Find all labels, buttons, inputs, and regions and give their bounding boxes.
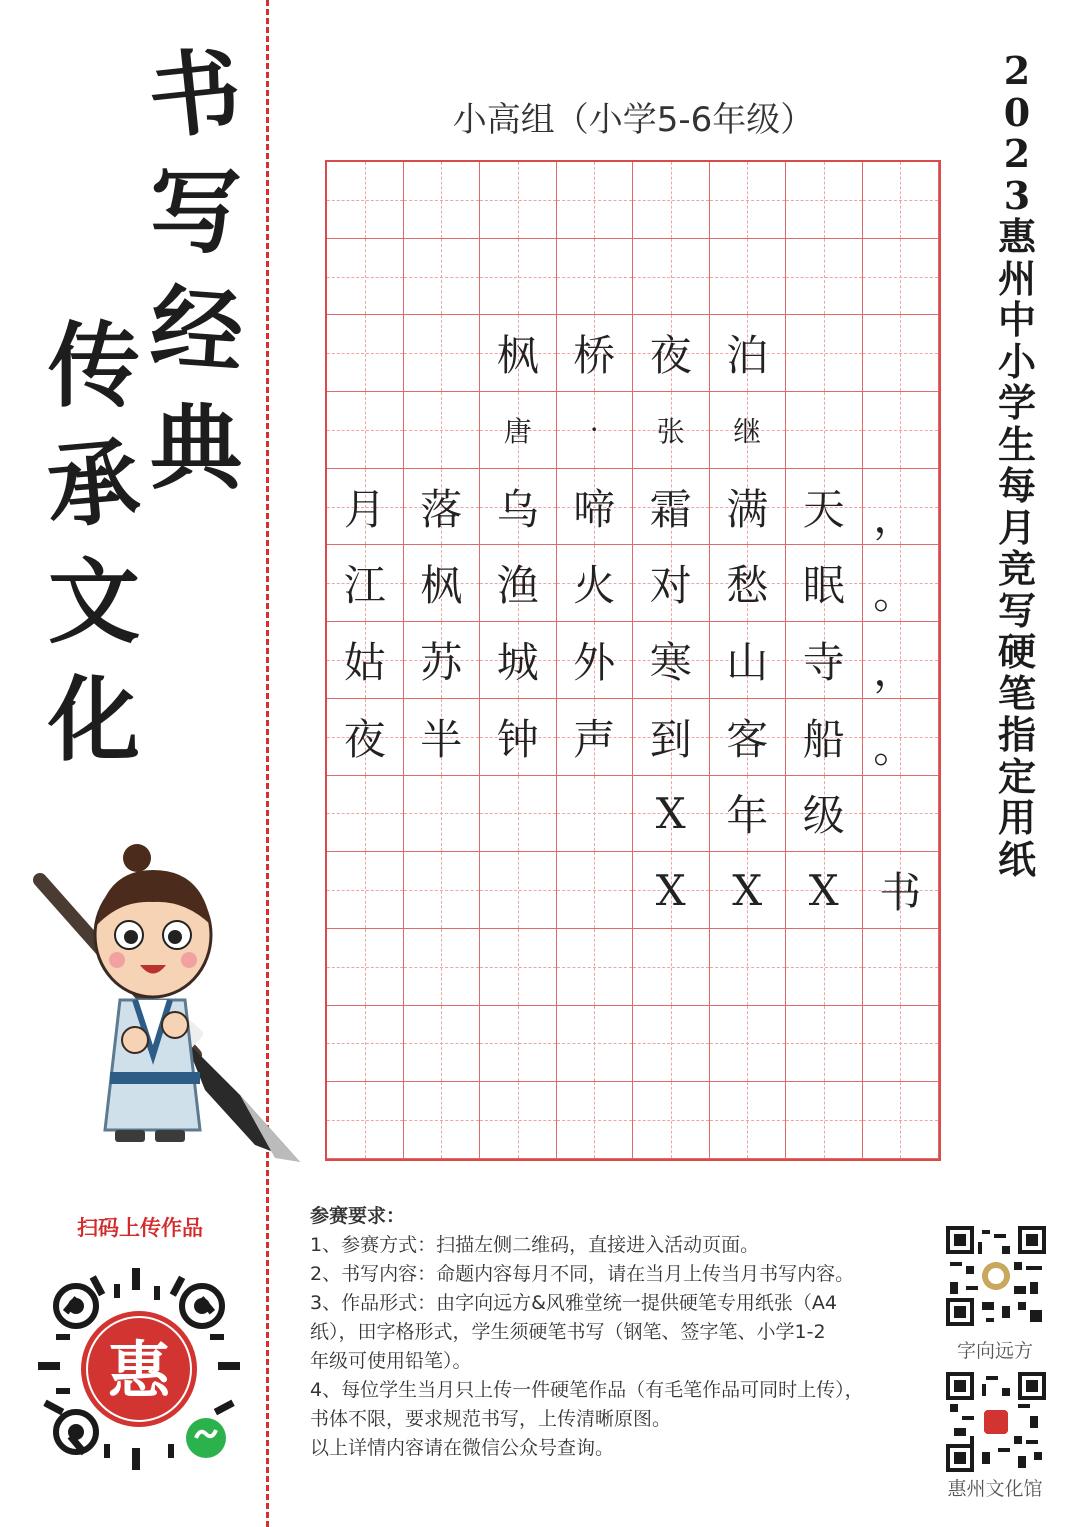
grid-cell <box>480 392 557 469</box>
grid-cell <box>557 392 634 469</box>
grid-cell <box>404 852 481 929</box>
grid-char: 唐 <box>503 414 532 448</box>
grid-cell <box>863 545 940 622</box>
group-title: 小高组（小学5-6年级） <box>452 100 815 140</box>
wechat-qr-code-1[interactable] <box>946 1226 1046 1326</box>
grid-cell <box>327 392 404 469</box>
requirement-line: 年级可使用铅笔）。 <box>310 1350 472 1372</box>
grid-cell <box>404 315 481 392</box>
grid-cell <box>633 776 710 853</box>
grid-cell <box>557 239 634 316</box>
grid-cell <box>327 776 404 853</box>
grid-char: 张 <box>656 414 685 448</box>
grid-char: 愁 <box>726 561 769 611</box>
calligraphy-char: 承 <box>42 426 144 542</box>
grid-cell <box>786 776 863 853</box>
grid-cell <box>710 392 787 469</box>
grid-cell <box>480 852 557 929</box>
grid-cell <box>863 162 940 239</box>
grid-char: 声 <box>573 714 616 764</box>
grid-char: 天 <box>802 484 845 534</box>
grid-cell <box>327 699 404 776</box>
grid-cell <box>633 315 710 392</box>
requirement-line: 以上详情内容请在微信公众号查询。 <box>310 1437 615 1459</box>
grid-char: 书 <box>879 868 922 918</box>
requirements-section <box>310 1202 940 1463</box>
grid-cell <box>480 1006 557 1083</box>
calligraphy-char: 经 <box>147 272 247 388</box>
grid-cell <box>404 1006 481 1083</box>
calligraphy-char: 写 <box>150 158 243 266</box>
grid-cell <box>557 1006 634 1083</box>
grid-char: 继 <box>733 414 762 448</box>
grid-cell <box>557 545 634 622</box>
grid-cell <box>633 392 710 469</box>
grid-cell <box>480 545 557 622</box>
grid-char: 寺 <box>802 637 845 687</box>
grid-cell <box>710 929 787 1006</box>
grid-cell <box>710 1082 787 1159</box>
wechat-qr-code-2[interactable] <box>946 1372 1046 1472</box>
grid-cell <box>863 929 940 1006</box>
cut-line <box>266 0 269 1527</box>
grid-char: 船 <box>802 714 845 764</box>
grid-cell <box>480 699 557 776</box>
grid-cell <box>710 852 787 929</box>
grid-char: 啼 <box>573 484 616 534</box>
grid-char: 眠 <box>802 561 845 611</box>
grid-cell <box>710 545 787 622</box>
grid-cell <box>710 1006 787 1083</box>
grid-char: 客 <box>726 714 769 764</box>
grid-cell <box>786 545 863 622</box>
grid-char: 月 <box>343 484 386 534</box>
grid-cell <box>633 699 710 776</box>
grid-char: 钟 <box>496 714 539 764</box>
grid-char: 夜 <box>649 331 692 381</box>
grid-cell <box>557 162 634 239</box>
grid-cell <box>863 239 940 316</box>
requirement-line: 纸），田字格形式，学生须硬笔书写（钢笔、签字笔、小学1-2 <box>310 1321 826 1343</box>
grid-char: 渔 <box>496 561 539 611</box>
grid-cell <box>786 1006 863 1083</box>
requirement-line: 书体不限，要求规范书写，上传清晰原图。 <box>310 1408 672 1430</box>
grid-char: 满 <box>726 484 769 534</box>
grid-char: 乌 <box>496 484 539 534</box>
requirement-line: 3、作品形式：由字向远方&风雅堂统一提供硬笔专用纸张（A4 <box>310 1292 837 1314</box>
grid-cell <box>557 852 634 929</box>
grid-cell <box>557 622 634 699</box>
grid-cell <box>633 1082 710 1159</box>
grid-cell <box>633 545 710 622</box>
grid-cell <box>710 162 787 239</box>
grid-char: 江 <box>343 561 386 611</box>
grid-char: 寒 <box>649 637 692 687</box>
grid-cell <box>863 699 940 776</box>
grid-cell <box>480 776 557 853</box>
grid-char: 枫 <box>420 561 463 611</box>
qr-label-2: 惠州文化馆 <box>947 1478 1043 1500</box>
grid-char: 。 <box>873 722 916 772</box>
grid-cell <box>710 315 787 392</box>
grid-char: X <box>655 788 686 838</box>
grid-cell <box>786 315 863 392</box>
grid-cell <box>633 239 710 316</box>
grid-cell <box>710 776 787 853</box>
grid-cell <box>633 162 710 239</box>
grid-char: 落 <box>420 484 463 534</box>
grid-cell <box>480 1082 557 1159</box>
requirement-line: 2、书写内容：命题内容每月不同，请在当月上传当月书写内容。 <box>310 1263 855 1285</box>
grid-char: 夜 <box>343 714 386 764</box>
grid-cell <box>404 699 481 776</box>
grid-char: 。 <box>873 569 916 619</box>
grid-cell <box>327 929 404 1006</box>
grid-char: 泊 <box>726 331 769 381</box>
grid-cell <box>786 929 863 1006</box>
hui-badge-text: 惠 <box>107 1334 171 1407</box>
grid-cell <box>404 239 481 316</box>
grid-cell <box>327 469 404 546</box>
grid-cell <box>786 622 863 699</box>
grid-cell <box>633 622 710 699</box>
grid-char: 苏 <box>420 637 463 687</box>
grid-char: 外 <box>573 637 616 687</box>
grid-cell <box>863 315 940 392</box>
calligraphy-char: 书 <box>143 35 247 153</box>
grid-cell <box>863 852 940 929</box>
grid-cell <box>863 469 940 546</box>
grid-cell <box>863 392 940 469</box>
grid-char: ， <box>873 492 916 542</box>
grid-cell <box>327 852 404 929</box>
calligraphy-column-2 <box>42 312 144 792</box>
grid-cell <box>327 622 404 699</box>
tianzige-writing-grid <box>325 160 941 1161</box>
grid-cell <box>404 622 481 699</box>
grid-char: 火 <box>573 561 616 611</box>
calligraphy-column-1 <box>143 35 247 520</box>
grid-char: 年 <box>726 791 769 841</box>
grid-cell <box>404 162 481 239</box>
grid-cell <box>327 1082 404 1159</box>
grid-cell <box>633 469 710 546</box>
grid-cell <box>633 852 710 929</box>
grid-cell <box>557 699 634 776</box>
grid-cell <box>863 1006 940 1083</box>
calligraphy-char: 文 <box>48 548 141 656</box>
grid-cell <box>863 622 940 699</box>
upload-caption: 扫码上传作品 <box>77 1216 203 1240</box>
grid-cell <box>327 315 404 392</box>
grid-cell <box>480 239 557 316</box>
grid-cell <box>557 1082 634 1159</box>
calligraphy-char: 典 <box>150 394 243 502</box>
grid-cell <box>480 622 557 699</box>
grid-char: 姑 <box>343 637 386 687</box>
requirement-line: 4、每位学生当月只上传一件硬笔作品（有毛笔作品可同时上传）， <box>310 1379 864 1401</box>
grid-char: 级 <box>802 791 845 841</box>
grid-char: 桥 <box>573 331 616 381</box>
grid-cell <box>480 162 557 239</box>
grid-cell <box>404 1082 481 1159</box>
grid-cell <box>327 162 404 239</box>
grid-cell <box>786 1082 863 1159</box>
grid-char: 霜 <box>649 484 692 534</box>
grid-cell <box>557 776 634 853</box>
grid-cell <box>786 239 863 316</box>
calligraphy-char: 化 <box>48 666 141 774</box>
grid-cell <box>404 545 481 622</box>
grid-cell <box>404 929 481 1006</box>
grid-cell <box>404 392 481 469</box>
grid-char: 对 <box>649 561 692 611</box>
grid-cell <box>327 239 404 316</box>
grid-cell <box>327 1006 404 1083</box>
grid-cell <box>786 852 863 929</box>
grid-cell <box>710 699 787 776</box>
grid-cell <box>557 929 634 1006</box>
grid-cell <box>786 469 863 546</box>
cartoon-child-illustration <box>25 840 310 1170</box>
grid-char: 枫 <box>496 331 539 381</box>
grid-cell <box>557 469 634 546</box>
grid-cell <box>863 1082 940 1159</box>
grid-char: ， <box>873 645 916 695</box>
requirements-title: 参赛要求： <box>310 1205 406 1227</box>
grid-cell <box>327 545 404 622</box>
calligraphy-char: 传 <box>48 312 141 420</box>
grid-char: X <box>655 865 686 915</box>
grid-cell <box>786 392 863 469</box>
grid-cell <box>786 699 863 776</box>
grid-char: X <box>808 865 839 915</box>
grid-cell <box>633 1006 710 1083</box>
grid-char: 半 <box>420 714 463 764</box>
vertical-title: 2023惠州中小学生每月竞写硬笔指定用纸 <box>997 48 1036 882</box>
miniprogram-qr-code[interactable] <box>34 1264 244 1474</box>
requirement-line: 1、参赛方式：扫描左侧二维码，直接进入活动页面。 <box>310 1234 760 1256</box>
grid-cell <box>710 239 787 316</box>
grid-cell <box>480 315 557 392</box>
grid-cell <box>863 776 940 853</box>
grid-char: 山 <box>726 637 769 687</box>
grid-char: 城 <box>496 637 539 687</box>
grid-cell <box>404 776 481 853</box>
grid-cell <box>633 929 710 1006</box>
grid-cell <box>480 929 557 1006</box>
grid-cell <box>786 162 863 239</box>
grid-cell <box>710 622 787 699</box>
grid-char: · <box>589 413 599 447</box>
grid-cell <box>404 469 481 546</box>
grid-char: 到 <box>649 714 692 764</box>
grid-cell <box>480 469 557 546</box>
grid-cell <box>710 469 787 546</box>
grid-cell <box>557 315 634 392</box>
qr-label-1: 字向远方 <box>956 1340 1033 1362</box>
grid-char: X <box>732 865 763 915</box>
